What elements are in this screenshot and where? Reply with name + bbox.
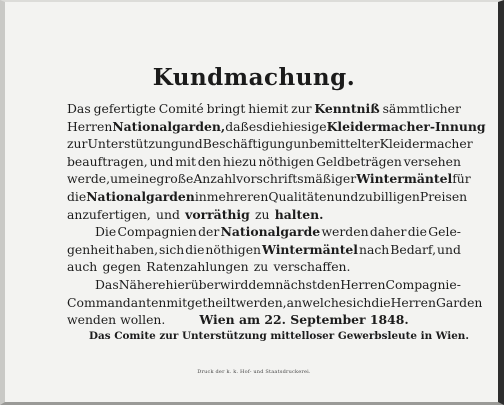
word: die [407,224,427,240]
word: Nationalgarden [86,188,195,204]
word: gefertigte [93,101,156,116]
word: zur [67,136,88,152]
word: auch [67,259,98,275]
word: Garden [435,294,483,310]
word: anzufertigen, [67,206,151,222]
text-line [67,153,461,171]
text-line [67,170,471,188]
word: an [286,294,302,310]
word: versehen [403,153,461,169]
word: Preisen [419,188,468,204]
word: Bedarf, [390,241,437,257]
word: werden, [235,294,287,310]
word: nach [358,241,390,257]
word: in [194,188,207,204]
word: Kleidermacher-Innung [326,118,486,134]
word: Compagnien [117,224,197,240]
word: hiesige [281,118,327,134]
word: unbemittelter [293,136,380,152]
word: Das [67,101,91,116]
word: sämmtlicher [382,101,461,116]
word: daher [369,224,407,240]
word: und [156,206,180,222]
word: Kleidermacher [379,136,473,152]
word: Beschäftigung [202,136,294,152]
word: zu [255,206,270,222]
word: Commandanten [67,294,167,310]
word: demnächst [248,276,317,292]
word: Herren [67,118,113,134]
word: Comité [158,101,204,116]
word: haben, [115,241,159,257]
word: Unterstützung [87,136,179,152]
announcement-body [67,100,486,329]
word: Herren [340,276,386,292]
text-line [67,188,468,206]
word: die [371,294,391,310]
word: zu [253,259,269,275]
word: genheit [67,241,115,257]
word: Anzahl [193,171,237,187]
text-line [67,135,473,153]
word: Das [95,276,119,292]
text-line [67,118,486,136]
word: mit [175,153,196,169]
word: der [198,224,220,240]
closing-text: wenden wollen. [67,312,166,328]
word: es [248,118,263,134]
word: verschaffen. [273,259,351,275]
word: zu [358,188,373,204]
word: hiemit [248,101,289,116]
word: und [149,153,174,169]
word: den [316,276,341,292]
word: und [178,136,203,152]
text-line [67,241,461,259]
word: werde, [67,171,111,187]
word: für [452,171,471,187]
word: die [185,241,205,257]
word: mehreren [206,188,269,204]
word: billigen [372,188,420,204]
text-line [67,258,461,276]
word: große [156,171,194,187]
word: Nationalgarden, [112,118,226,134]
word: Kenntniß [314,101,380,116]
text-line [67,100,461,118]
word: Wintermäntel [356,171,453,187]
text-line [67,223,461,241]
word: wird [219,276,249,292]
text-line [67,206,461,224]
word: halten. [274,206,324,222]
word: welche [301,294,347,310]
word: Qualitäten [268,188,335,204]
word: nöthigen [258,153,315,169]
word: und [436,241,461,257]
word: bringt [206,101,246,116]
issue-date: Wien am 22. September 1848. [199,312,409,328]
word: daß [225,118,249,134]
word: hiezu [222,153,257,169]
word: zur [291,101,312,116]
word: sich [159,241,185,257]
word: Nationalgarde [220,224,321,240]
word: Herren [390,294,436,310]
document-title: Kundmachung. [152,64,356,91]
word: beauftragen, [67,153,148,169]
word: Ratenzahlungen [146,259,249,275]
word: und [334,188,359,204]
word: Compagnie- [385,276,461,292]
word: mitgetheilt [166,294,236,310]
text-line [67,276,461,294]
closing-line [67,311,461,329]
word: werden [321,224,369,240]
text-line [67,294,483,312]
word: den [197,153,222,169]
word: Geldbeträgen [315,153,402,169]
committee-signature: Das Comite zur Unterstützung mittelloser Gewerbsleute in Wien. [89,330,469,342]
printer-imprint: Druck der k. k. Hof- und Staatsdruckerei. [197,369,311,375]
word: die [262,118,282,134]
word: Wintermäntel [262,241,359,257]
word: nöthigen [205,241,262,257]
word: sich [346,294,372,310]
word: die [67,188,87,204]
word: Gele- [428,224,461,240]
word: Nähere [118,276,166,292]
word: eine [129,171,157,187]
word: hierüber [165,276,220,292]
word: gegen [102,259,142,275]
word: vorräthig [185,206,250,222]
word: Die [95,224,117,240]
word: um [110,171,130,187]
word: vorschriftsmäßiger [236,171,357,187]
